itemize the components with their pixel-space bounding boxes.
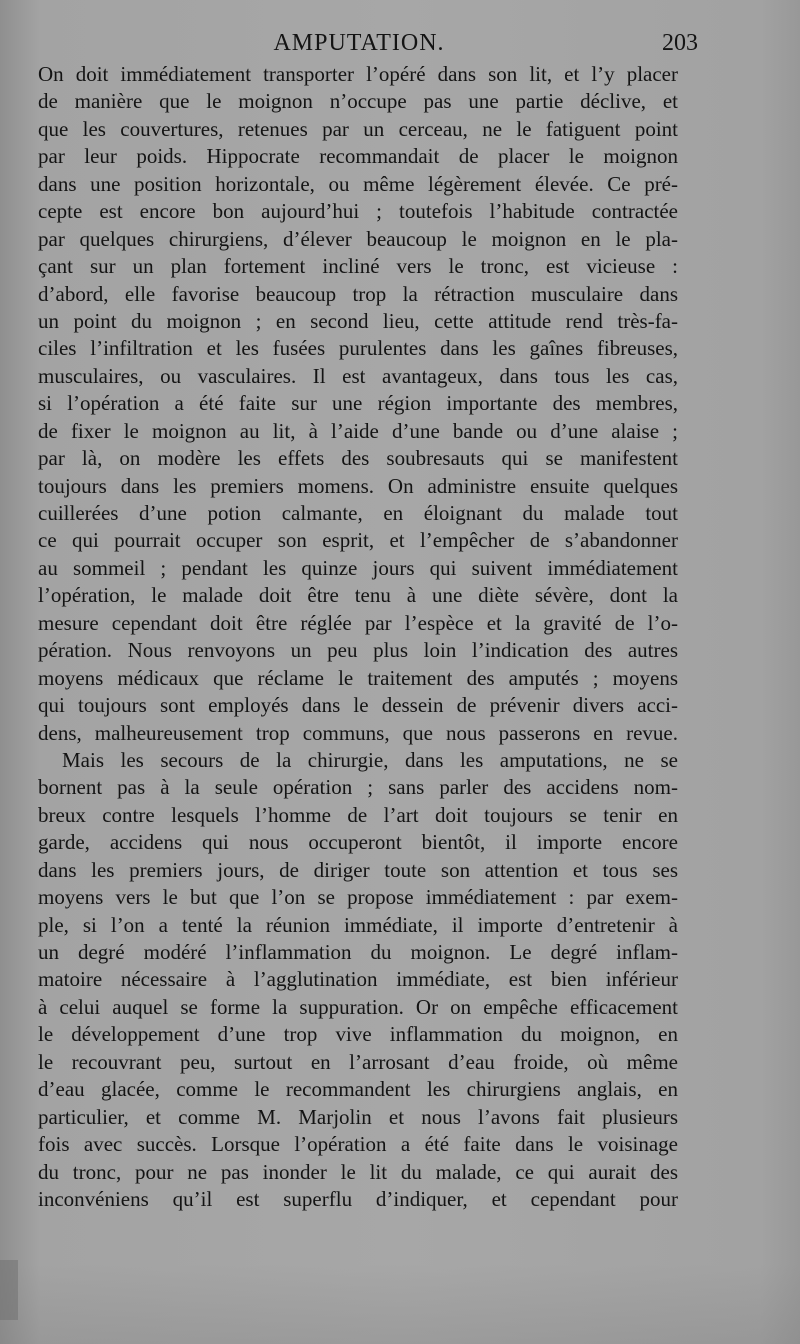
text-line: Mais les secours de la chirurgie, dans les amputations, ne se: [62, 747, 678, 772]
text-line: à celui auquel se forme la suppuration. Or on empêche efficacement: [38, 994, 678, 1019]
text-line: dans une position horizontale, ou même légèrement élevée. Ce pré-: [38, 171, 678, 196]
text-line: par leur poids. Hippocrate recommandait de placer le moignon: [38, 144, 678, 169]
text-line: d’abord, elle favorise beaucoup trop la rétraction musculaire dans: [38, 281, 678, 306]
text-line: le recouvrant peu, surtout en l’arrosant d’eau froide, où même: [38, 1049, 678, 1074]
page-number: 203: [662, 30, 698, 56]
text-line: si l’opération a été faite sur une région importante des membres,: [38, 391, 678, 416]
text-line: pération. Nous renvoyons un peu plus loin l’indication des autres: [38, 638, 678, 663]
text-line: le développement d’une trop vive inflammation du moignon, en: [38, 1022, 678, 1047]
text-line: inconvéniens qu’il est superflu d’indiquer, et cependant pour: [38, 1186, 678, 1211]
text-line: l’opération, le malade doit être tenu à une diète sévère, dont la: [38, 583, 678, 608]
text-line: On doit immédiatement transporter l’opéré dans son lit, et l’y placer: [38, 62, 678, 86]
text-line: mesure cependant doit être réglée par l’espèce et la gravité de l’o-: [38, 610, 678, 635]
text-line: ciles l’infiltration et les fusées purulentes dans les gaînes fibreuses,: [38, 336, 678, 361]
text-line: bornent pas à la seule opération ; sans parler des accidens nom-: [38, 775, 678, 800]
page-edge-mark: [0, 1260, 18, 1320]
text-line: particulier, et comme M. Marjolin et nous l’avons fait plusieurs: [38, 1104, 678, 1129]
text-line: un degré modéré l’inflammation du moignon. Le degré inflam-: [38, 940, 678, 964]
text-line: qui toujours sont employés dans le dessein de prévenir divers acci-: [38, 693, 678, 718]
text-line: dens, malheureusement trop communs, que nous passerons en revue.: [38, 720, 678, 745]
text-line: musculaires, ou vasculaires. Il est avantageux, dans tous les cas,: [38, 363, 678, 388]
text-line: ple, si l’on a tenté la réunion immédiate, il importe d’entretenir à: [38, 912, 678, 937]
text-line: toujours dans les premiers momens. On administre ensuite quelques: [38, 473, 678, 498]
text-line: moyens vers le but que l’on se propose immédiatement : par exem-: [38, 885, 678, 910]
text-line: un point du moignon ; en second lieu, cette attitude rend très-fa-: [38, 308, 678, 333]
page-bottom-shadow: [0, 1264, 800, 1344]
text-line: breux contre lesquels l’homme de l’art doit toujours se tenir en: [38, 802, 678, 827]
text-line: garde, accidens qui nous occuperont bientôt, il importe encore: [38, 830, 678, 855]
text-line: au sommeil ; pendant les quinze jours qui suivent immédiatement: [38, 555, 678, 580]
text-line: dans les premiers jours, de diriger toute son attention et tous ses: [38, 857, 678, 882]
text-line: de fixer le moignon au lit, à l’aide d’une bande ou d’une alaise ;: [38, 418, 678, 443]
text-line: cepte est encore bon aujourd’hui ; toutefois l’habitude contractée: [38, 199, 678, 224]
text-line: fois avec succès. Lorsque l’opération a été faite dans le voisinage: [38, 1132, 678, 1157]
text-line: matoire nécessaire à l’agglutination immédiate, est bien inférieur: [38, 967, 678, 992]
text-line: ce qui pourrait occuper son esprit, et l’empêcher de s’abandonner: [38, 528, 678, 553]
text-line: moyens médicaux que réclame le traitement des amputés ; moyens: [38, 665, 678, 690]
page-header: [36, 30, 698, 58]
text-line: que les couvertures, retenues par un cerceau, ne le fatiguent point: [38, 116, 678, 141]
body-text: [38, 61, 678, 1213]
running-title: AMPUTATION.: [273, 30, 445, 56]
text-line: cuillerées d’une potion calmante, en éloignant du malade tout: [38, 501, 678, 525]
text-line: çant sur un plan fortement incliné vers le tronc, est vicieuse :: [38, 254, 678, 279]
text-line: d’eau glacée, comme le recommandent les chirurgiens anglais, en: [38, 1077, 678, 1102]
text-line: de manière que le moignon n’occupe pas une partie déclive, et: [38, 89, 678, 114]
text-line: du tronc, pour ne pas inonder le lit du malade, ce qui aurait des: [38, 1159, 678, 1184]
text-line: par quelques chirurgiens, d’élever beaucoup le moignon en le pla-: [38, 226, 678, 251]
text-line: par là, on modère les effets des soubresauts qui se manifestent: [38, 446, 678, 471]
